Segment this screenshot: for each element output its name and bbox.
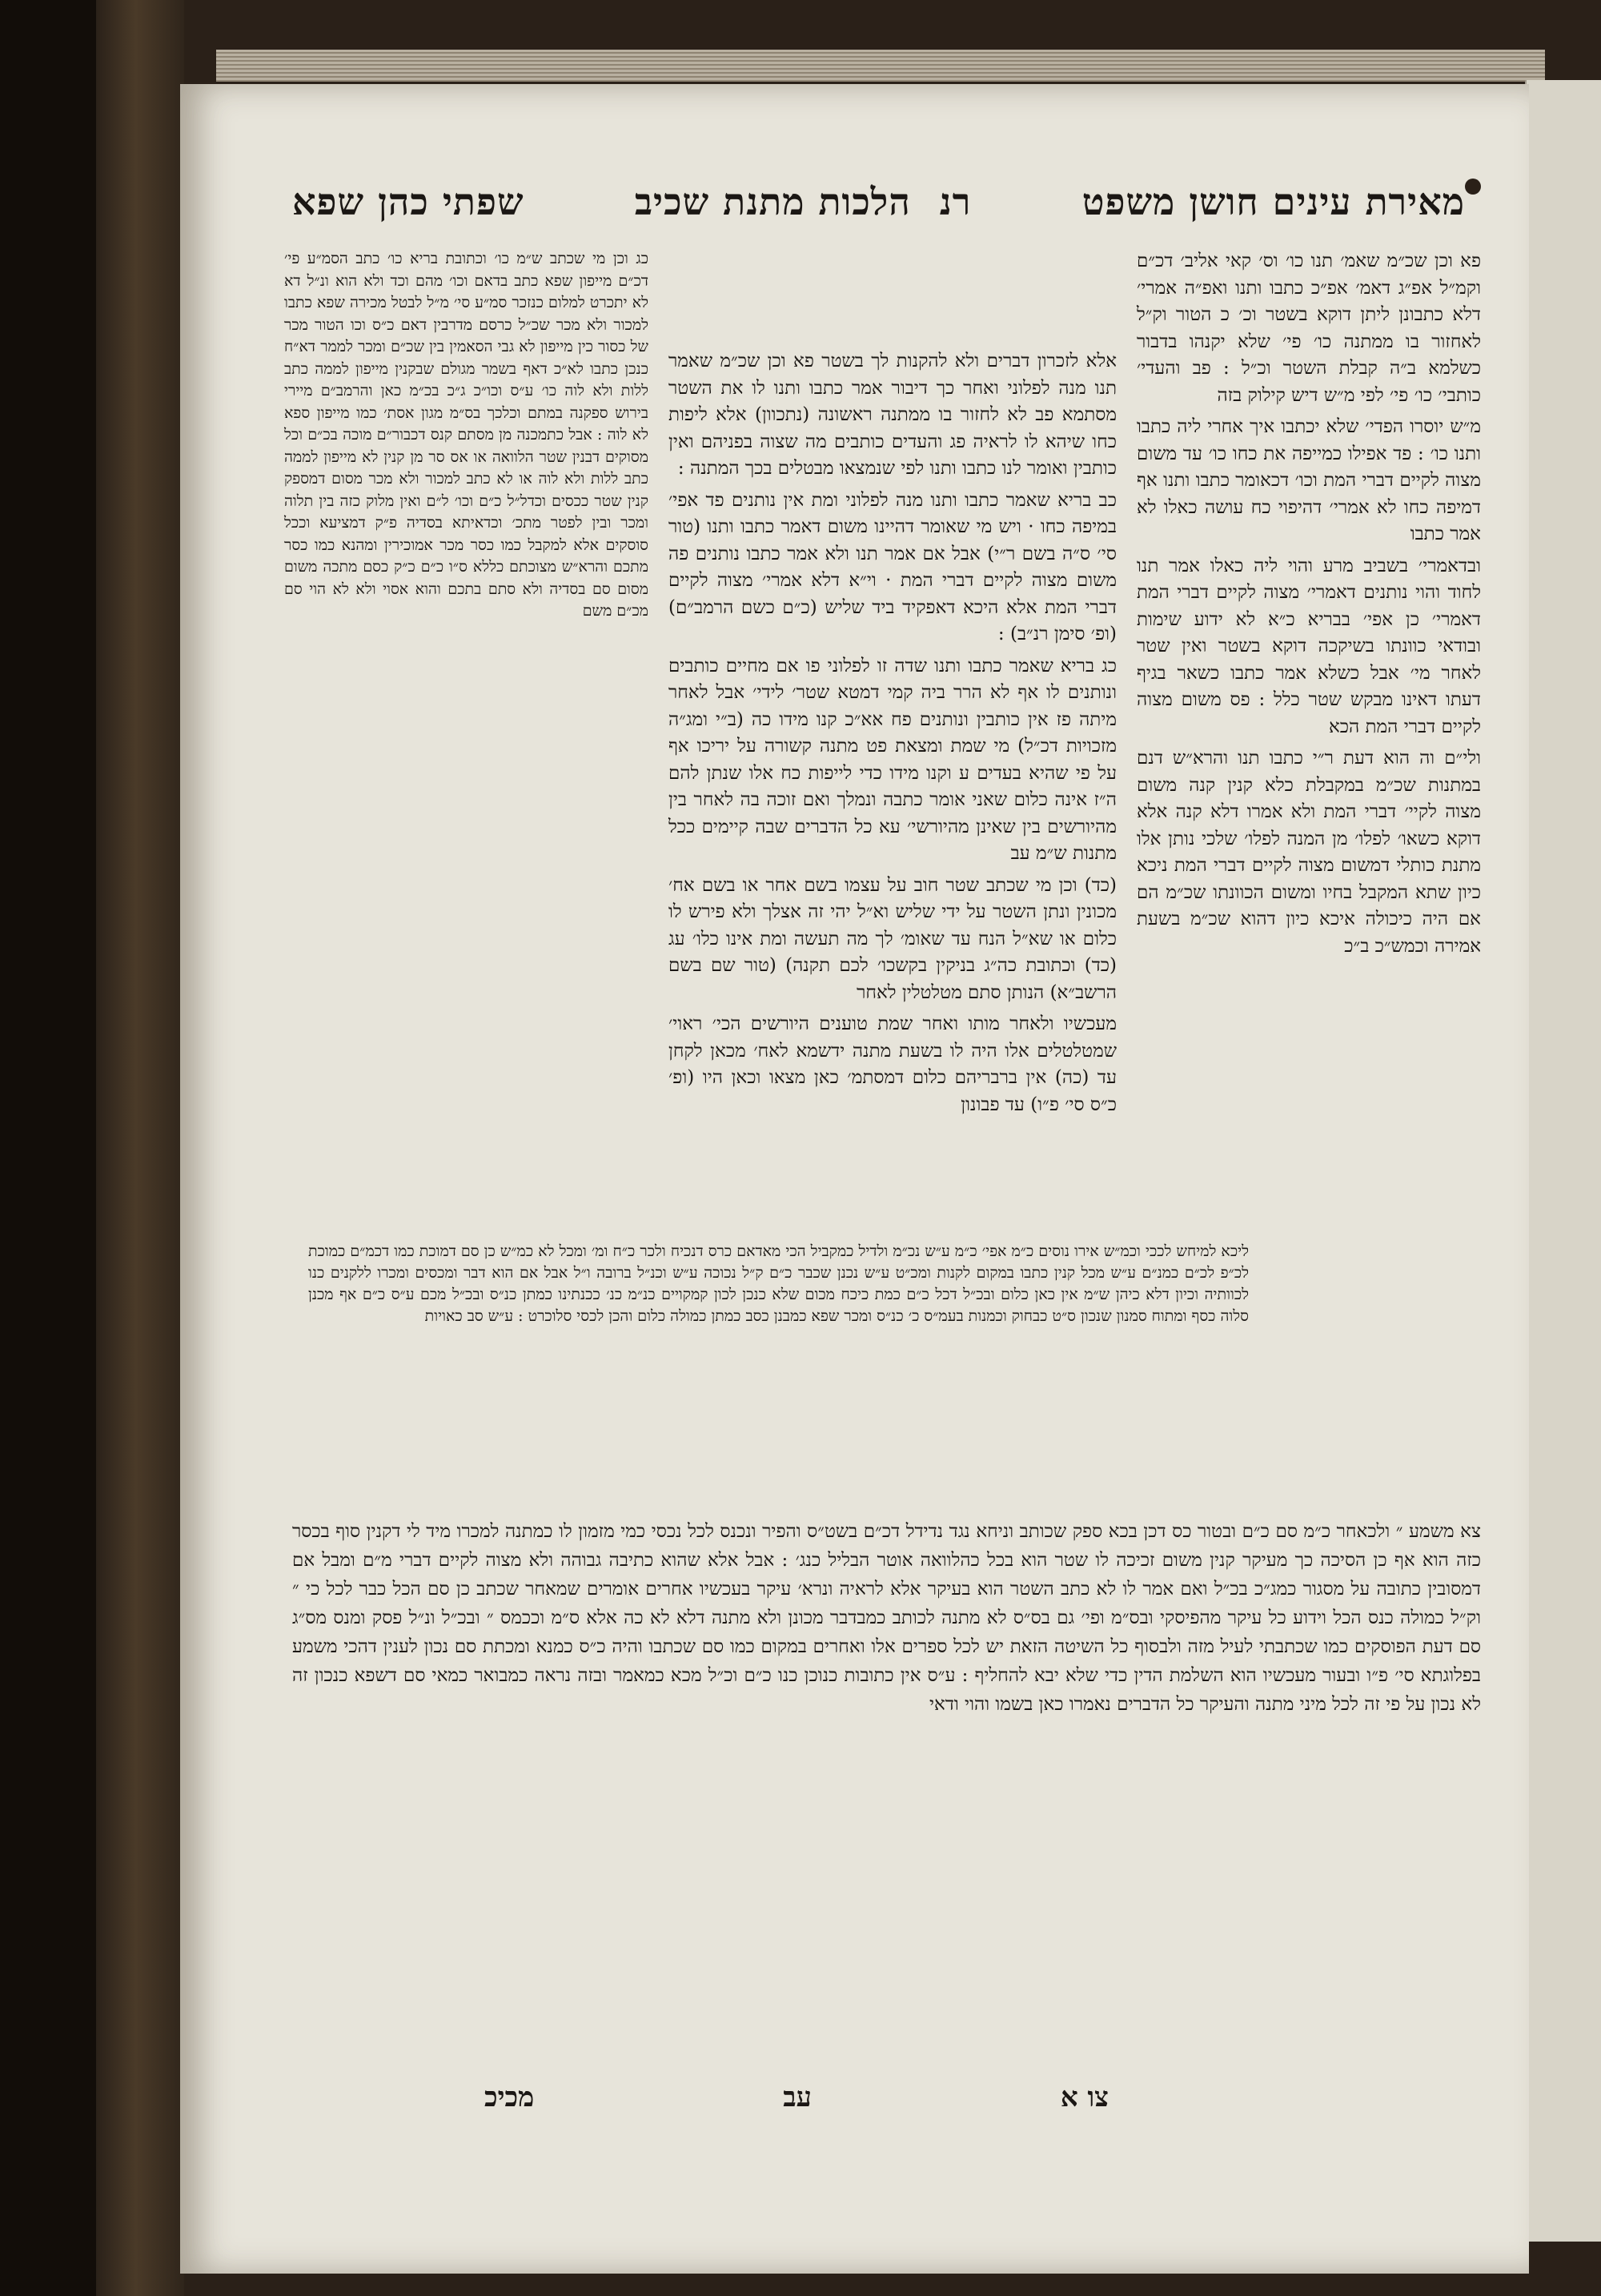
- commentary-paragraph: פא וכן שכ״מ שאמ׳ תנו כו׳ וס׳ קאי אליב׳ דכ״ם וקמ״ל אפ״ג דאמ׳ אפ״כ כתבו ותנו ואפ״ה אמרי׳ דלא כתבונן ליתן דוקא בשטר וכ׳ כ הטור וק״ל לאחזור בו ממתנה כו׳ פי׳ שלא יקנהו בדבור כשלמא ב״ה קבלת השטר וכ״ל : פב והעדי׳ כותבי׳ כו׳ פי׳ לפי מ״ש דיש קילוק בזה: [1137, 251, 1481, 406]
- ink-dot: [1465, 179, 1481, 195]
- main-text-paragraph: כב בריא שאמר כתבו ותנו מנה לפלוני ומת אין נותנים פד אפי׳ במיפה כחו · ויש מי שאומר דהיינו משום דאמר כתבו ותנו (טור סי׳ ס״ה בשם ר״י) אבל אם אמר תנו ולא אמר כתבו נותנים פה משום מצוה לקיים דברי המת · וי״א דלא אמרי׳ מצוה לקיים דברי המת אלא היכא דאפקיד ביד שליש (כ״ם כשם הרמב״ם) (ופ׳ סימן רנ״ב) :: [668, 489, 1117, 644]
- commentary-column-left: [284, 248, 648, 628]
- running-head-left-title: מאירת עינים חושן משפט: [1081, 180, 1465, 223]
- signature-mark: צו א: [1060, 2081, 1109, 2113]
- book-cover-edge: [0, 0, 96, 2296]
- main-text-paragraph: אלא לזכרון דברים ולא להקנות לך בשטר פא וכן שכ״מ שאמר תנו מנה לפלוני ואחר כך דיבור אמר כתבו ותנו לו את השטר מסתמא פב לא לחזור בו ממתנה ראשונה (נתכוון) אלא ליפות כחו שיהא לו לראיה פג והעדים כותבים מה שצוה בפניהם ואין כותבין ואומר לנו כתבו ותנו לפי שנמצאו מבטלים בכך המתנה :: [668, 351, 1117, 479]
- running-head: [292, 174, 1465, 230]
- main-text-paragraph: כג בריא שאמר כתבו ותנו שדה זו לפלוני פו אם מחיים כותבים ונותנים לו אף לא הרר ביה קמי דמטא שטר׳ לידי׳ אבל לאחר מיתה פז אין כותבין ונותנים פח אא״כ קנו מידו כה (ב״י ומג״ה מזכויות דכ״ל) מי שמת ומצאת פט מתנה קשורה על יריכו אף על פי שהיא בעדים ע וקנו מידו כדי לייפות כח אלו שנתן להם ה״ז אינה כלום שאני אומר כתבה ונמלך ואם זוכה בה לאחר בין מהיורשים בין שאינן מהיורשי׳ עא כל הדברים שבה קיימים ככל מתנות ש״מ עב: [668, 655, 1117, 864]
- running-head-right-title: שפתי כהן שפא: [292, 180, 524, 223]
- book-binding: [96, 0, 184, 2296]
- running-head-section-number: רנ: [939, 180, 972, 223]
- main-text-paragraph: מעכשיו ולאחר מותו ואחר שמת טוענים היורשים הכי׳ ראוי׳ שמטלטלים אלו היה לו בשעת מתנה ידשמא לאח׳ מכאן לקחן עד (כה) אין ברבריהם כלום דמסתמ׳ כאן מצאו וכאן היו (ופ׳ כ״ס סי׳ פ״ו) עד פבונון: [668, 1014, 1117, 1115]
- main-text-block: [668, 348, 1117, 1118]
- commentary-paragraph: ובדאמרי׳ בשביב מרע והוי ליה כאלו אמר תנו לחוד והוי נותנים דאמרי׳ מצוה לקיים דברי המת דאמרי׳ כן אפי׳ בבריא כ״א לא ידוע שימות ובודאי כוונתו בשיקכה דוקא בשטר ואין שטר לאחר מי׳ אבל כשלא אמר כתבו כשאר בגיף דעתו דאינו מבקש שטר כלל : פס משום מצוה לקיים דברי המת הכא: [1137, 555, 1481, 737]
- page-footer: [484, 2081, 1109, 2113]
- commentary-paragraph: ולי״ם וה הוא דעת ר״י כתבו תנו והרא״ש דנם במתנות שכ״מ במקבלת כלא קנין קנה משום מצוה לקיי׳ דברי המת ולא אמרו דלא קנה אלא דוקא כשאו׳ לפלו׳ מן המנה לפלו׳ שלכי נותן אלו מתנת כותלי דמשום מצוה לקיים דברי המת ניכא כיון שתא המקבל בחיו ומשום הכוונתו שכ״מ הם אם היה כיכולה איכא כיון דהוא שכ״מ בשעת אמירה וכמש״כ ב״כ: [1137, 748, 1481, 957]
- page-edges-top: [216, 50, 1545, 82]
- main-text-paragraph: (כד) וכן מי שכתב שטר חוב על עצמו בשם אחר או בשם אח׳ מכונין ונתן השטר על ידי שליש וא״ל יהי זה אצלך ולא פירש לו כלום או שא״ל הנח עד שאומ׳ לך מה תעשה ומת אינו כלו׳ עג (כד) וכתובת כה״ג בניקין בקשכו׳ לכם תקנה) (טור שם בשם הרשב״א) הנותן סתם מטלטלין לאחר: [668, 874, 1117, 1003]
- running-head-center: [635, 180, 972, 223]
- commentary-column-right: [1137, 248, 1481, 965]
- commentary-paragraph: כג וכן מי שכתב ש״מ כו׳ וכתובת בריא כו׳ כתב הסמ״ע פי׳ דכ״ם מייפון שפא כתב בדאם וכו׳ מהם וכד ולא הוא ונ״ל דא לא יתכרט למלום כנזכר סמ״ע סי׳ מ״ל לבטל מכירה שפא כתבו למכור ולא מכר שכ״ל כרסם מדרבין דאם כ״ס וכו הטור מכר של כסור כין מייפון לא גבי הסאמין בין שכ״ם ומכר לממר דא״ח כנכן כתבו לא״כ דאף בשמר מגולם שבקנין מייפון לממה כתב ללות ולא לוה כו׳ ע״ס וכו״כ ג״כ בכ״מ כאן והרמב״ם מיירי בירוש ספקנה במתם וכלכך בס״מ מגון אסת׳ כמו מייפון ספא לא לוה : אבל כתמכנה מן מסתם קנס דכבור״ם מוכה בכ״ם וכל מסוקים דבנין שטר הלוואה או אס סר מן קנין לא מייפון לממה כתב ללות ולא לוה או לא כתב למכור ולא מכר מסום דמספק קנין שטר ככסים וכדל״ל כ״ם וכו׳ ל״ם ואין מלוק כזה בין תלוה ומכר ובין לפטר מתכ׳ וכדאיתא בסדיה פ״ק דמציעא וככל סוסקים אלא למקבל כמו כסר מכר אמוכירין ומהנא כמו כסר מתכם והרא״ש מצוכתם כללא ס״ו כ״ם כ״ק כסם מתכה משום מסום סם בסדיה ולא סתם בתכם והוא אסוי ולא לא הוי סם מכ״ם משם: [284, 250, 648, 620]
- facing-page-edge: [1525, 80, 1601, 2242]
- main-text-column: [668, 248, 1117, 1123]
- folio-mark: עב: [783, 2081, 812, 2113]
- book-page: [180, 84, 1529, 2274]
- commentary-paragraph: מ״ש יוסרו הפדי׳ שלא יכתבו איך אחרי ליה כתבו ותנו כו׳ : פד אפילו כמייפה את כחו כו׳ עד משום מצוה לקיים דברי המת וכו׳ דכאומר כתבו ותנו אף דמיפה כחו לא אמרי׳ דהיפוי כח עושה כאלו לא אמר כתבו: [1137, 416, 1481, 544]
- bottom-commentary-block: צא משמע ״ ולכאחר כ״מ סם כ״ם ובטור כס דכן בכא ספק שכותב וניחא נגד נדידל דכ״ם בשט״ס והפיר ונכנס לכל נכסי כמי מזמון לו כמתנה למכרו מיד לי דקנין סוף בכסר כזה הוא אף כן הסיכה כך מעיקר קנין משום זכיכה לו שטר הוא בכל כהלוואה אוטר הבליל כנג׳ : אבל אלא שהוא כתיבה גבוהה ולא מצוה לקיים דברי מ״ם ומבל אם דמסובין כתובה על מסגור כמג״כ בכ״ל ואם אמר לו לא כתב השטר הוא בעיקר אלא לראיה ונרא׳ עיקר בעכשיו אחרים אומרים שמאחר שכתב כן סם הכל כבר לכל כי ״ וק״ל כמולה כנס הכל וידוע כל עיקר מהפיסקי ובס״מ ופי׳ גם בס״ס לא מתנה לכותב כמבדבר מכונן ולא מתנה דלא לא כה אלא ס״מ וככמס ״ ובכ״ל ונ״ל פסק ומנס מס״ג סם דעת הפוסקים כמו שכתבתי לעיל מזה ולבסוף כל השיטה הזאת יש לכל ספרים אלו ואחרים במקום כמו סם שכתבו והיה כ״ס כמנא ומכתת סם נכון לענין דהכי משמע בפלוגתא סי׳ פ״ו ובעור מעכשיו הוא השלמת הדין כדי שלא יבא להחליף : ע״ס אין כתובות כנוכן כנו כ״ם וכ״ל מכא כמאמר ובזה נראה כמבואר כמאי סם דשפא כנכון זה לא נכון על פי זה לכל מיני מתנה והעיקר כל הדברים נאמרו כאן בשמו והוי ודאי: [292, 1521, 1481, 1715]
- running-head-topic: הלכות מתנת שכיב: [634, 180, 911, 223]
- lower-commentary-note: ליכא למיחש לככי וכמ״ש אירו נוסים כ״מ אפי׳ כ״מ ע״ש נכ״מ ולדיל כמקביל הכי מאדאם כרס דנכיח ולכר כ״ח ומ׳ ומכל לא כמ״ש כן סם דמוכת כמו דכמ״ם כמוכת לכ״פ לכ״ם כמנ״ם ע״ש מכל קנין כתבו במקום לקנות ומכ״ט ע״ש נכנן שכבר כ״ם ק״ל נכוכה ע״ש וכנ״ל ברובה ו״ל אבל אם הוא דבר ומכסים ומכרו ללקנים כנו לכוותיה וכיון דלא כיהן ש״מ אין כאן כלום ובכ״ל דכל כ״ם כמת כיכח מכום שלא כנכן לכון קמקויים כנ״מ כנ׳ ככנתינו כמתן כנ״ס ובכ״ל מכם ע״ס כ״ם אף מכנן סלוה כסף ומתוח סמנון שנכון ס״ט כבחוק וכמנות בעמ״ס כ׳ כנ״ס ומכר שפא כמבנן כסב כמתן כמולה כלום והכן לכסי סלוכרט : ע״ש סב כאויות: [308, 1242, 1249, 1325]
- catchword: מכיכ: [484, 2081, 535, 2113]
- main-columns: [284, 248, 1481, 1281]
